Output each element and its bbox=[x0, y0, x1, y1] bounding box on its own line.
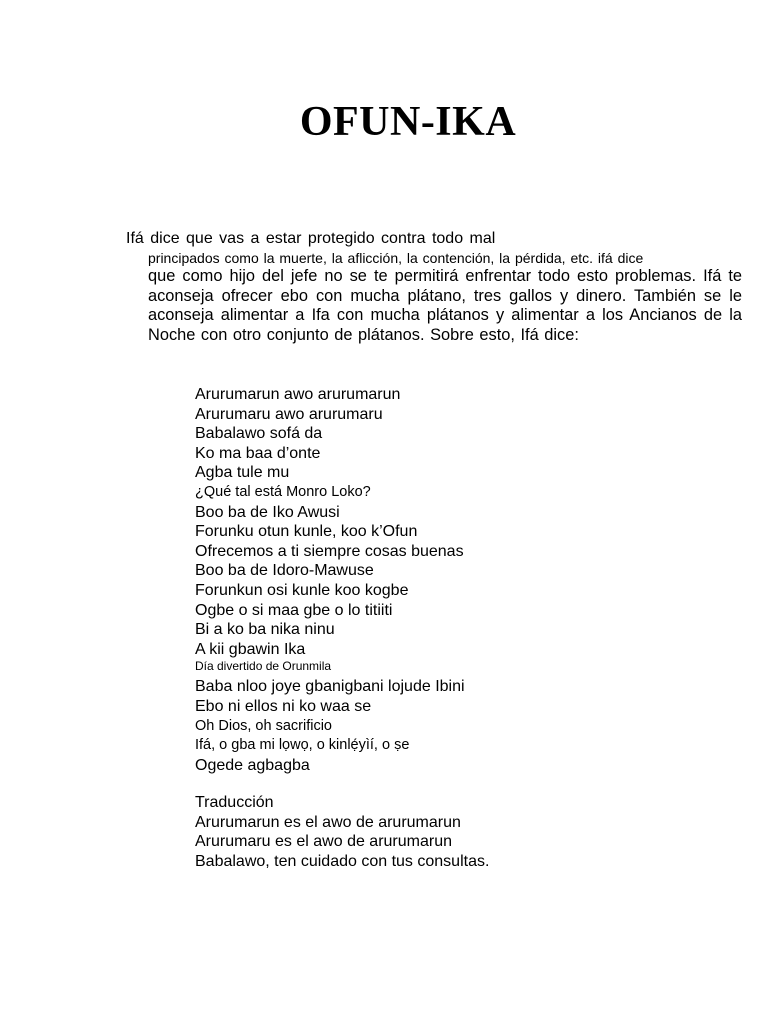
translation-line: Arurumaru es el awo de arurumarun bbox=[195, 833, 453, 851]
verse-line: Ofrecemos a ti siempre cosas buenas bbox=[195, 542, 464, 560]
verse-block bbox=[195, 385, 735, 872]
verse-line: Forunkun osi kunle koo kogbe bbox=[195, 581, 409, 599]
translation-line: Arurumarun es el awo de arurumarun bbox=[195, 813, 461, 831]
verse-line: A kii gbawin Ika bbox=[195, 640, 306, 658]
verse-line: Bi a ko ba nika ninu bbox=[195, 621, 335, 639]
verse-line: Ogbe o si maa gbe o lo titiiti bbox=[195, 601, 393, 619]
verse-line: Arurumaru awo arurumaru bbox=[195, 405, 383, 423]
translation-heading: Traducción bbox=[195, 794, 274, 812]
verse-line: Arurumarun awo arurumarun bbox=[195, 386, 401, 403]
verse-line: ¿Qué tal está Monro Loko? bbox=[195, 483, 371, 500]
translation-line: Babalawo, ten cuidado con tus consultas. bbox=[195, 853, 490, 871]
page-title: OFUN-IKA bbox=[299, 99, 517, 145]
verse-line: Forunku otun kunle, koo k’Ofun bbox=[195, 523, 418, 541]
verse-line: Ogede agbagba bbox=[195, 756, 310, 774]
verse-line: Agba tule mu bbox=[195, 464, 290, 482]
intro-second-line: principados como la muerte, la aflicción, la contención, la pérdida, etc. ifá dice bbox=[148, 250, 644, 266]
intro-paragraph bbox=[126, 229, 746, 345]
verse-line: Ebo ni ellos ni ko waa se bbox=[195, 697, 372, 715]
verse-line: Oh Dios, oh sacrificio bbox=[195, 717, 332, 734]
verse-line: Día divertido de Orunmila bbox=[195, 659, 332, 674]
section-spacer bbox=[195, 775, 735, 793]
verse-line: Babalawo sofá da bbox=[195, 425, 323, 443]
verse-line: Boo ba de Iko Awusi bbox=[195, 503, 340, 521]
intro-first-line: Ifá dice que vas a estar protegido contra todo mal bbox=[126, 230, 496, 247]
verse-line: Ifá, o gba mi lọwọ, o kinlẹ́yìí, o ṣe bbox=[195, 737, 410, 754]
intro-body: que como hijo del jefe no se te permitirá enfrentar todo esto problemas. Ifá te aconseja ofrecer ebo con mucha plátano, tres gallos y dinero. También se le aconseja alimentar a Ifa con mucha plátanos y alimentar a los Ancianos de la Noche con otro conjunto de plátanos. Sobre esto, Ifá dice: bbox=[148, 267, 742, 344]
verse-line: Boo ba de Idoro-Mawuse bbox=[195, 562, 374, 580]
verse-line: Baba nloo joye gbanigbani lojude Ibini bbox=[195, 678, 465, 696]
verse-line: Ko ma baa d’onte bbox=[195, 444, 321, 462]
